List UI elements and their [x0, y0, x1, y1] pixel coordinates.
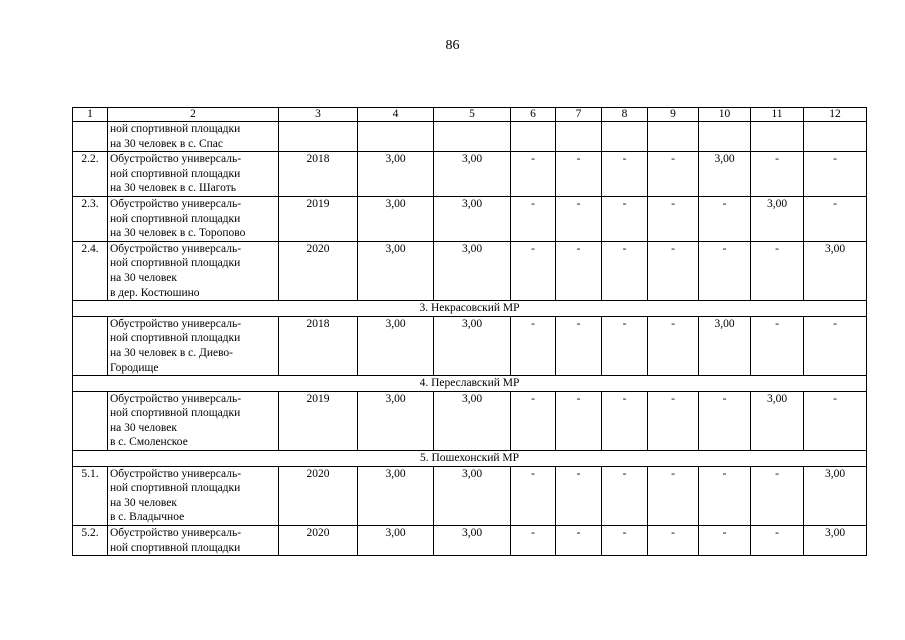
table-cell: - [751, 152, 804, 197]
section-row [73, 451, 867, 467]
table-cell: 2020 [279, 466, 358, 525]
row-name: ной спортивной площадки на 30 человек в с. Спас [108, 122, 279, 152]
table-cell: 3,00 [751, 391, 804, 450]
table-cell: - [751, 316, 804, 375]
table-cell [648, 122, 699, 152]
table-cell: 3,00 [358, 316, 434, 375]
table-row [73, 391, 867, 450]
table-cell: - [556, 241, 602, 300]
table-cell: - [751, 526, 804, 556]
section-title: 4. Переславский МР [73, 376, 867, 392]
table-cell: - [751, 241, 804, 300]
table-row [73, 122, 867, 152]
table-cell: 2019 [279, 196, 358, 241]
table-cell: - [648, 391, 699, 450]
section-title: 5. Пошехонский МР [73, 451, 867, 467]
table-cell: 3,00 [804, 241, 867, 300]
table-cell: - [804, 196, 867, 241]
column-header: 4 [358, 108, 434, 122]
row-number [73, 122, 108, 152]
table-cell: - [602, 152, 648, 197]
column-header: 6 [511, 108, 556, 122]
table-cell: - [648, 241, 699, 300]
table-cell: - [699, 466, 751, 525]
table-cell: - [804, 152, 867, 197]
table-cell: - [602, 526, 648, 556]
column-header: 11 [751, 108, 804, 122]
table-cell [804, 122, 867, 152]
table-cell: - [556, 466, 602, 525]
table-cell: - [511, 316, 556, 375]
table-cell: - [648, 526, 699, 556]
page-number: 86 [445, 38, 460, 53]
table-cell: - [699, 526, 751, 556]
table-cell: - [556, 196, 602, 241]
row-name: Обустройство универсаль- ной спортивной площадки на 30 человек в с. Шаготь [108, 152, 279, 197]
table-row [73, 526, 867, 556]
table-cell: 3,00 [358, 196, 434, 241]
column-header: 5 [434, 108, 511, 122]
row-number [73, 391, 108, 450]
table-cell: 3,00 [804, 526, 867, 556]
column-header: 9 [648, 108, 699, 122]
table-row [73, 152, 867, 197]
table-cell: 2019 [279, 391, 358, 450]
table-cell: - [556, 316, 602, 375]
table-cell [358, 122, 434, 152]
table-cell: - [648, 152, 699, 197]
column-header: 10 [699, 108, 751, 122]
row-name: Обустройство универсаль- ной спортивной площадки [108, 526, 279, 556]
table-cell: - [648, 316, 699, 375]
table-row [73, 466, 867, 525]
table-cell [511, 122, 556, 152]
table-cell: - [602, 196, 648, 241]
table-cell: 3,00 [699, 152, 751, 197]
table-cell: - [804, 391, 867, 450]
table-cell: - [699, 196, 751, 241]
table-cell: 3,00 [434, 526, 511, 556]
row-name: Обустройство универсаль- ной спортивной площадки на 30 человек в с. Торопово [108, 196, 279, 241]
table-cell: 3,00 [434, 196, 511, 241]
row-number: 2.3. [73, 196, 108, 241]
table-cell: - [751, 466, 804, 525]
table-cell: 2018 [279, 316, 358, 375]
table-cell: - [602, 391, 648, 450]
table-cell: 3,00 [434, 391, 511, 450]
table-cell: 3,00 [434, 316, 511, 375]
table-cell: - [511, 152, 556, 197]
table-cell: - [556, 152, 602, 197]
table-cell: 3,00 [358, 241, 434, 300]
table-row [73, 196, 867, 241]
table-cell: 3,00 [699, 316, 751, 375]
table-cell: 2020 [279, 241, 358, 300]
table-cell: - [804, 316, 867, 375]
row-name: Обустройство универсаль- ной спортивной площадки на 30 человек в с. Смоленское [108, 391, 279, 450]
table-cell: - [511, 241, 556, 300]
column-header: 1 [73, 108, 108, 122]
table-cell: 3,00 [434, 241, 511, 300]
row-number: 5.2. [73, 526, 108, 556]
row-name: Обустройство универсаль- ной спортивной площадки на 30 человек в с. Владычное [108, 466, 279, 525]
table-row [73, 241, 867, 300]
table-cell [279, 122, 358, 152]
table-cell: - [602, 241, 648, 300]
table-cell: 3,00 [434, 466, 511, 525]
column-header: 3 [279, 108, 358, 122]
table-cell: - [602, 316, 648, 375]
table-cell [434, 122, 511, 152]
table-cell: - [511, 196, 556, 241]
column-header: 7 [556, 108, 602, 122]
table-header-row [73, 108, 867, 122]
table-cell: 3,00 [751, 196, 804, 241]
table-cell: - [699, 241, 751, 300]
row-number: 5.1. [73, 466, 108, 525]
table-cell: - [648, 196, 699, 241]
table-cell: - [511, 391, 556, 450]
table-cell [699, 122, 751, 152]
row-number: 2.2. [73, 152, 108, 197]
section-row [73, 376, 867, 392]
table-cell: - [556, 526, 602, 556]
table-cell: 3,00 [358, 466, 434, 525]
table-cell: 3,00 [358, 391, 434, 450]
table-row [73, 316, 867, 375]
table-cell: - [699, 391, 751, 450]
table-cell: - [648, 466, 699, 525]
table-cell: 3,00 [434, 152, 511, 197]
table-cell: - [511, 466, 556, 525]
row-number [73, 316, 108, 375]
table-cell [556, 122, 602, 152]
row-name: Обустройство универсаль- ной спортивной площадки на 30 человек в дер. Костюшино [108, 241, 279, 300]
section-row [73, 301, 867, 317]
table-cell: - [556, 391, 602, 450]
column-header: 2 [108, 108, 279, 122]
table-cell [751, 122, 804, 152]
column-header: 8 [602, 108, 648, 122]
column-header: 12 [804, 108, 867, 122]
program-table [72, 107, 867, 556]
table-cell: 2020 [279, 526, 358, 556]
table-cell: 2018 [279, 152, 358, 197]
row-number: 2.4. [73, 241, 108, 300]
table-cell: 3,00 [358, 152, 434, 197]
table-cell: 3,00 [358, 526, 434, 556]
section-title: 3. Некрасовский МР [73, 301, 867, 317]
table-cell: 3,00 [804, 466, 867, 525]
table-cell: - [602, 466, 648, 525]
table-cell: - [511, 526, 556, 556]
table-cell [602, 122, 648, 152]
row-name: Обустройство универсаль- ной спортивной площадки на 30 человек в с. Диево- Городище [108, 316, 279, 375]
table-body [73, 108, 867, 556]
